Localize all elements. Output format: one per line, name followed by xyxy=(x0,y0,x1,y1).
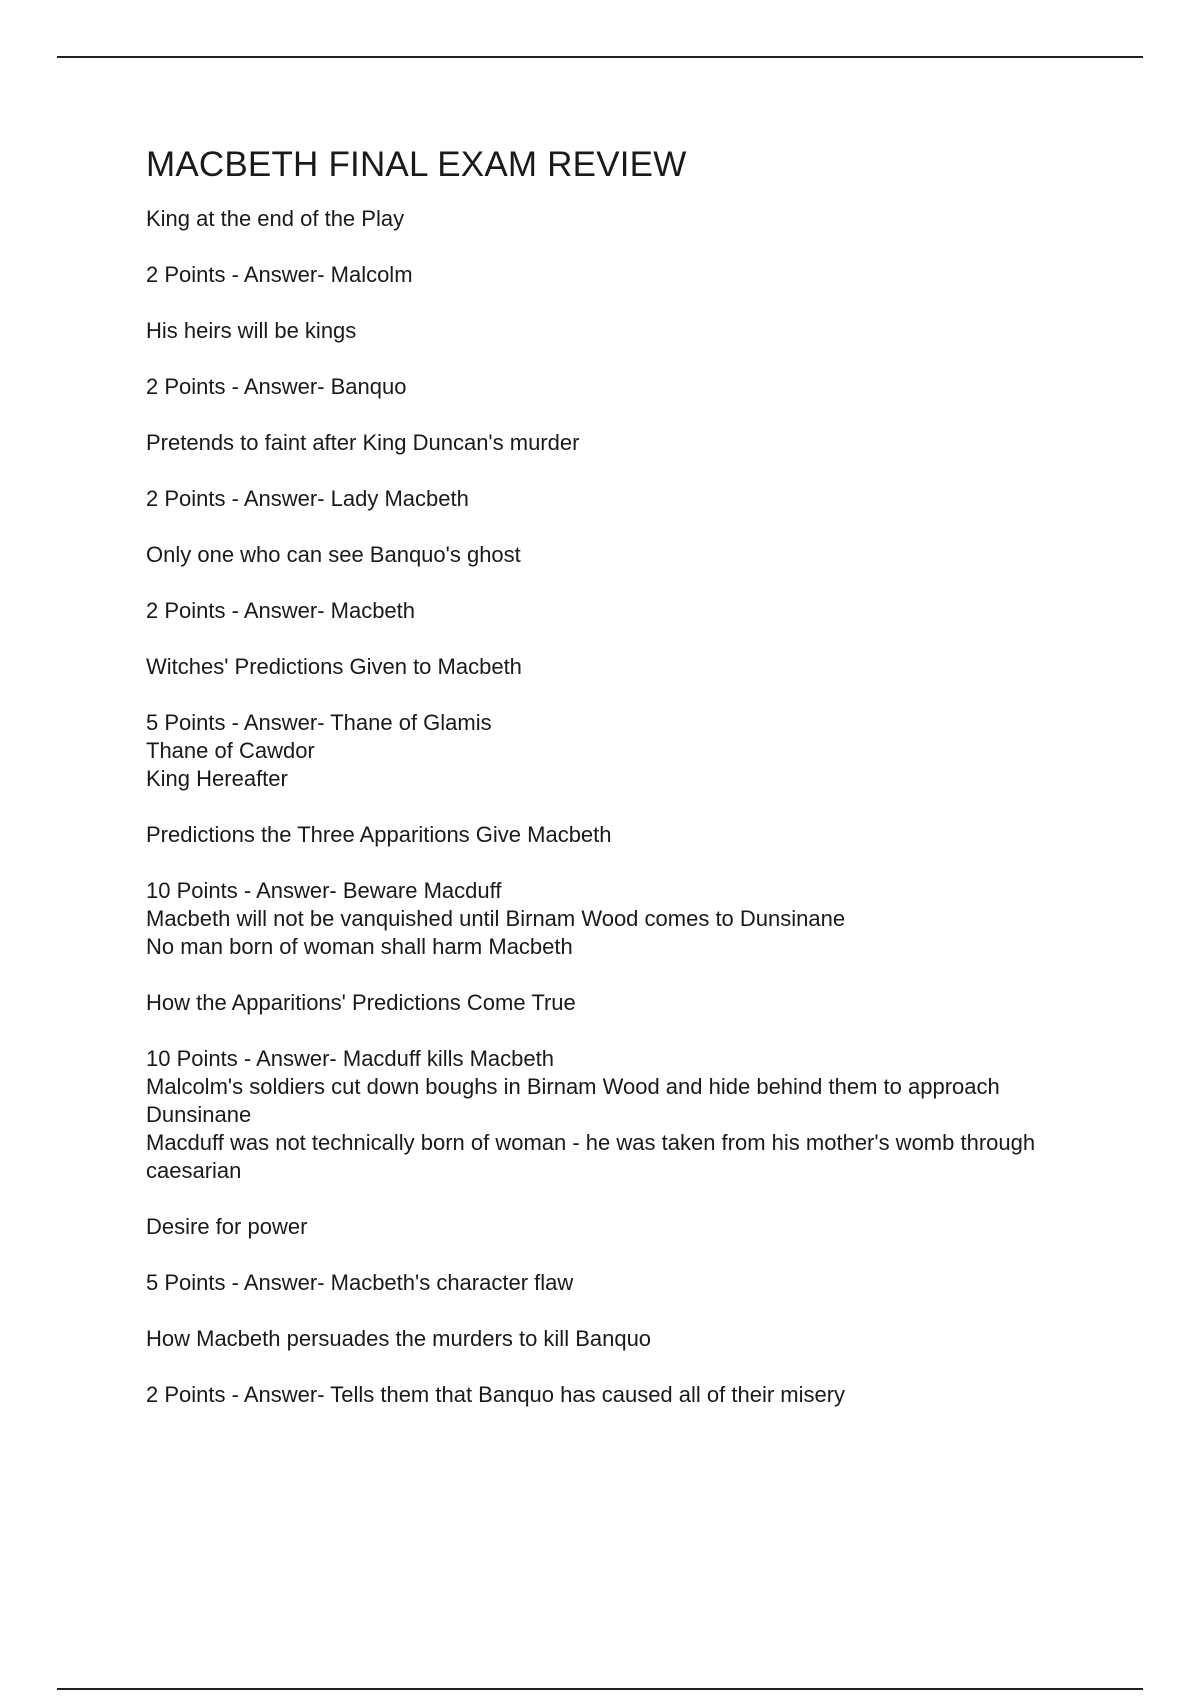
question-text: Desire for power xyxy=(146,1214,308,1239)
qa-entry xyxy=(146,1325,1106,1409)
answer-line: 2 Points - Answer- Malcolm xyxy=(146,262,413,287)
answer-text xyxy=(146,1269,1106,1297)
qa-entry xyxy=(146,821,1106,961)
answer-line: 2 Points - Answer- Lady Macbeth xyxy=(146,486,469,511)
document-title: MACBETH FINAL EXAM REVIEW xyxy=(146,145,687,184)
question-text: Only one who can see Banquo's ghost xyxy=(146,542,521,567)
qa-entry xyxy=(146,205,1106,289)
question-text: How Macbeth persuades the murders to kill Banquo xyxy=(146,1326,652,1351)
answer-text xyxy=(146,485,1106,513)
question-text: Witches' Predictions Given to Macbeth xyxy=(146,654,522,679)
answer-text xyxy=(146,373,1106,401)
answer-text xyxy=(146,709,1106,793)
question-text: Predictions the Three Apparitions Give Macbeth xyxy=(146,822,612,847)
answer-line: Thane of Cawdor xyxy=(146,738,315,763)
qa-entry xyxy=(146,429,1106,513)
answer-line: 10 Points - Answer- Beware Macduff xyxy=(146,878,502,903)
answer-line: 5 Points - Answer- Thane of Glamis xyxy=(146,710,492,735)
question-text: King at the end of the Play xyxy=(146,206,405,231)
answer-line: 5 Points - Answer- Macbeth's character flaw xyxy=(146,1270,574,1295)
answer-text xyxy=(146,877,1106,961)
qa-entry xyxy=(146,653,1106,793)
answer-text xyxy=(146,261,1106,289)
qa-list xyxy=(146,205,1106,1409)
answer-text xyxy=(146,1381,1106,1409)
answer-line: 2 Points - Answer- Tells them that Banquo has caused all of their misery xyxy=(146,1382,846,1407)
qa-entry xyxy=(146,317,1106,401)
answer-line: Malcolm's soldiers cut down boughs in Birnam Wood and hide behind them to approach Dunsinane xyxy=(146,1074,1000,1127)
qa-entry xyxy=(146,541,1106,625)
answer-text xyxy=(146,1045,1106,1185)
answer-line: 10 Points - Answer- Macduff kills Macbeth xyxy=(146,1046,554,1071)
document-body xyxy=(146,143,1106,1437)
footer-rule xyxy=(57,1688,1143,1690)
answer-line: No man born of woman shall harm Macbeth xyxy=(146,934,573,959)
qa-entry xyxy=(146,989,1106,1185)
question-text: How the Apparitions' Predictions Come True xyxy=(146,990,576,1015)
answer-line: Macduff was not technically born of woman - he was taken from his mother's womb through caesarian xyxy=(146,1130,1036,1183)
answer-text xyxy=(146,597,1106,625)
answer-line: 2 Points - Answer- Banquo xyxy=(146,374,407,399)
answer-line: Macbeth will not be vanquished until Birnam Wood comes to Dunsinane xyxy=(146,906,846,931)
header-rule xyxy=(57,56,1143,58)
answer-line: King Hereafter xyxy=(146,766,288,791)
question-text: His heirs will be kings xyxy=(146,318,357,343)
answer-line: 2 Points - Answer- Macbeth xyxy=(146,598,416,623)
question-text: Pretends to faint after King Duncan's murder xyxy=(146,430,580,455)
qa-entry xyxy=(146,1213,1106,1297)
